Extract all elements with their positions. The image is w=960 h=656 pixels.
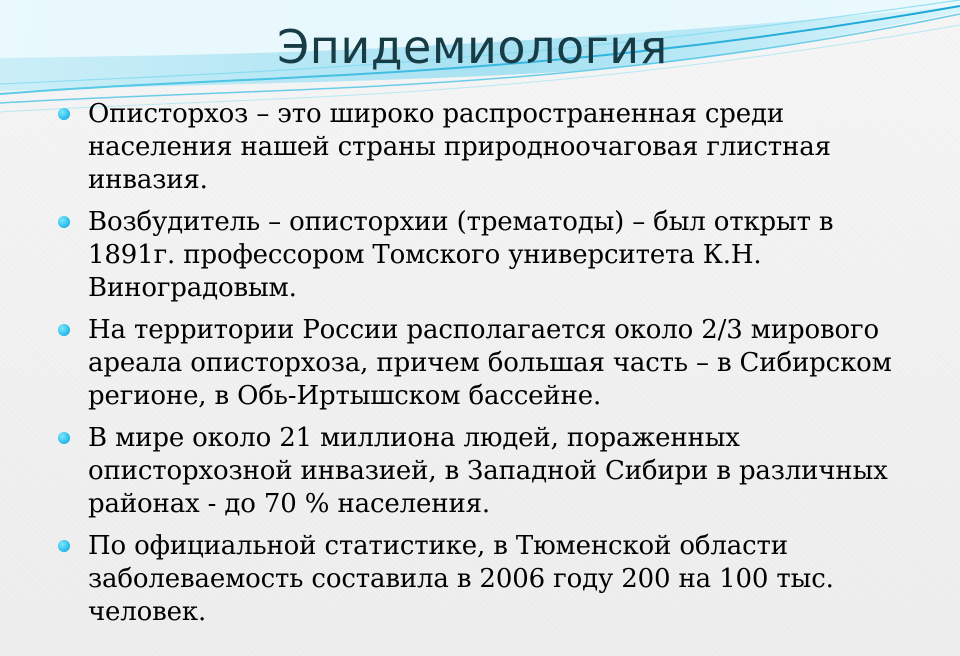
slide-title: Эпидемиология (277, 20, 668, 74)
bullet-item-5 (58, 530, 918, 629)
bullet-text-5: По официальной статистике, в Тюменской области заболеваемость составила в 2006 году 200 на 100 тыс. человек. (88, 531, 834, 627)
bullet-text-4: В мире около 21 миллиона людей, пораженных описторхозной инвазией, в Западной Сибири в различных районах - до 70 % населения. (88, 423, 888, 519)
bullet-item-2 (58, 206, 918, 305)
bullet-icon (58, 540, 70, 552)
bullet-item-3 (58, 314, 918, 413)
bullet-icon (58, 324, 70, 336)
bullet-text-3: На территории России располагается около 2/3 мирового ареала описторхоза, причем большая часть – в Сибирском регионе, в Обь-Иртышском бассейне. (88, 315, 892, 411)
bullet-text-2: Возбудитель – описторхии (трематоды) – был открыт в 1891г. профессором Томского университета К.Н. Виноградовым. (88, 207, 834, 303)
bullet-icon (58, 216, 70, 228)
bullet-text-1: Описторхоз – это широко распространенная среди населения нашей страны природноочаговая глистная инвазия. (88, 99, 831, 195)
bullet-item-1 (58, 98, 918, 197)
bullet-icon (58, 108, 70, 120)
bullet-icon (58, 432, 70, 444)
bullet-list (58, 98, 918, 638)
bullet-item-4 (58, 422, 918, 521)
